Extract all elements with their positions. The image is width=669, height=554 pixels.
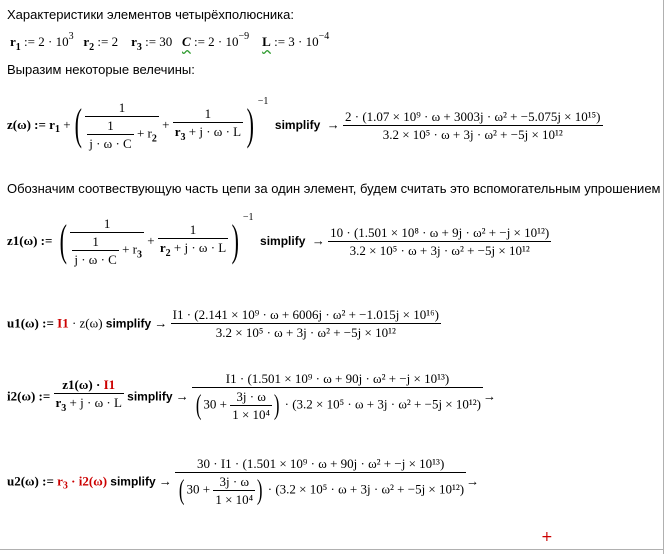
z-frac-1: 1 $\frac{1}{j \cdot \omega \cdot C}$ + $r_2$ (85, 99, 159, 152)
math-region-z1[interactable]: z1(ω) := ( 1 $\frac{1}{j \cdot \omega \cdot C}$ + $r_3$ + $\frac{1}{r_2 + j \cdot \omega \cdot L}$ ) $^{-1}$ simplify → $\frac{\text{10 · (1.501 × 10⁸ · ω + 9j · ω² + −j × 10¹²)}}{\text{3.2 × 10⁵ · ω + 3j · ω² + −5j × 10¹²}}$ (7, 212, 550, 267)
def-r1[interactable]: $r_1$ := $2 \cdot 10^3$ (10, 31, 74, 53)
math-region-z[interactable]: z(ω) := $r_1$ +( 1 $\frac{1}{j \cdot \omega \cdot C}$ + $r_2$ + $\frac{1}{r_3 + j \cdot \omega \cdot L}$ ) $^{-1}$ simplify → $\frac{\text{2 · (1.07 × 10⁹ · ω + 3003j · ω² + −5.075j × 10¹⁵)}}{\text{3.2 × 10⁵ · ω + 3j · ω² + −5j × 10¹²}}$ (7, 96, 601, 151)
insertion-cursor: + (541, 529, 553, 545)
z-frac-2: $\frac{1}{r_3 + j \cdot \omega \cdot L}$ (174, 105, 242, 143)
param-definitions (10, 31, 329, 53)
z1-frac-2: $\frac{1}{r_2 + j \cdot \omega \cdot L}$ (159, 221, 227, 259)
math-region-u2[interactable]: u2(ω) := $r_3 \cdot i2(\omega)$ simplify → 30 · I1 · (1.501 × 10⁹ · ω + 90j · ω² + −j × 10¹³) ( 30 + $\frac{3j \cdot \omega}{\text{1 × 10⁴}}$ ) · (3.2 × 10⁵ · ω + 3j · ω² + −5j × 10¹²) → (7, 456, 480, 507)
def-C[interactable]: C := $2 \cdot 10^{-9}$ (182, 31, 250, 49)
math-region-i2[interactable]: i2(ω) := $\frac{z1(\omega) \cdot I1}{r_3 + j \cdot \omega \cdot L}$ simplify → I1 · (1.501 × 10⁹ · ω + 90j · ω² + −j × 10¹³) ( 30 + $\frac{3j \cdot \omega}{\text{1 × 10⁴}}$ ) · (3.2 × 10⁵ · ω + 3j · ω² + −5j × 10¹²) → (7, 371, 497, 422)
u2-result: 30 · I1 · (1.501 × 10⁹ · ω + 90j · ω² + −j × 10¹³) ( 30 + $\frac{3j \cdot \omega}{\text{1 × 10⁴}}$ ) · (3.2 × 10⁵ · ω + 3j · ω² + −5j × 10¹²) (175, 455, 466, 508)
i2-result: I1 · (1.501 × 10⁹ · ω + 90j · ω² + −j × 10¹³) ( 30 + $\frac{3j \cdot \omega}{\text{1 × 10⁴}}$ ) · (3.2 × 10⁵ · ω + 3j · ω² + −5j × 10¹²) (192, 370, 483, 423)
z1-result: $\frac{\text{10 · (1.501 × 10⁸ · ω + 9j · ω² + −j × 10¹²)}}{\text{3.2 × 10⁵ · ω + 3j · ω² + −5j × 10¹²}}$ (330, 224, 550, 258)
i2-frac: $\frac{z1(\omega) \cdot I1}{r_3 + j \cdot \omega \cdot L}$ (55, 377, 122, 414)
text-region-heading-2[interactable]: Выразим некоторые велечины: (7, 62, 195, 77)
def-r2[interactable]: $r_2$ := 2 (83, 34, 119, 53)
z-result: $\frac{\text{2 · (1.07 × 10⁹ · ω + 3003j · ω² + −5.075j × 10¹⁵)}}{\text{3.2 × 10⁵ · ω + 3j · ω² + −5j × 10¹²}}$ (345, 108, 601, 142)
z1-frac-1: 1 $\frac{1}{j \cdot \omega \cdot C}$ + $r_3$ (70, 215, 144, 268)
page-edge-right (663, 0, 664, 554)
def-r3[interactable]: $r_3$ := 30 (131, 34, 173, 53)
page-edge-bottom (0, 549, 664, 550)
u1-result: $\frac{\text{I1 · (2.141 × 10⁹ · ω + 6006j · ω² + −1.015j × 10¹⁶)}}{\text{3.2 × 10⁵ · ω + 3j · ω² + −5j × 10¹²}}$ (172, 307, 439, 340)
text-region-heading-3[interactable]: Обозначим соотвествующую часть цепи за один элемент, будем считать это вспомогательным упрошением (7, 181, 661, 196)
text-region-heading-1[interactable]: Характеристики элементов четырёхполюсника: (7, 7, 294, 22)
def-L[interactable]: L := $3 \cdot 10^{-4}$ (262, 31, 330, 49)
math-region-u1[interactable]: u1(ω) := I1 · z(ω) simplify → $\frac{\text{I1 · (2.141 × 10⁹ · ω + 6006j · ω² + −1.015j × 10¹⁶)}}{\text{3.2 × 10⁵ · ω + 3j · ω² + −5j × 10¹²}}$ (7, 307, 439, 340)
